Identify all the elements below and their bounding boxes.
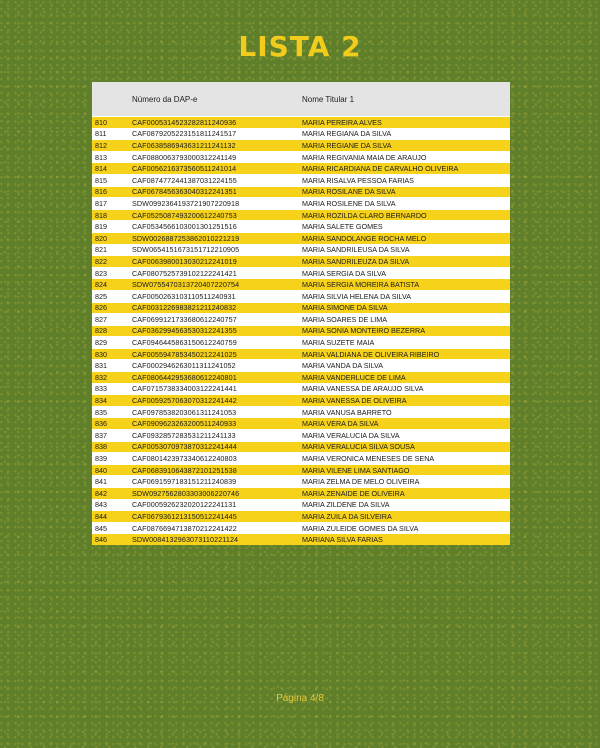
page-title: LISTA 2 (238, 30, 362, 63)
titular-name: MARIA PEREIRA ALVES (302, 117, 382, 127)
table-row (92, 510, 510, 522)
table-row (92, 151, 510, 163)
titular-name: MARIA SERGIA DA SILVA (302, 268, 387, 278)
table-row (92, 197, 510, 209)
titular-name: MARIA VERALUCIA DA SILVA (302, 430, 400, 440)
table-row (92, 406, 510, 418)
row-number: 840 (95, 465, 107, 475)
dap-number: CAF0806442953680612240801 (132, 372, 237, 382)
row-number: 817 (95, 198, 107, 208)
dap-number: CAF0715738334003122241441 (132, 384, 237, 394)
row-number: 834 (95, 396, 107, 406)
titular-name: MARIA SERGIA MOREIRA BATISTA (302, 280, 420, 290)
row-number: 843 (95, 500, 107, 510)
titular-name: MARIA VERONICA MENESES DE SENA (302, 454, 435, 464)
dap-number: SDW0654151673151712210905 (132, 245, 240, 255)
table-row (92, 186, 510, 198)
row-number: 841 (95, 477, 107, 487)
row-number: 842 (95, 488, 107, 498)
header-name: Nome Titular 1 (302, 94, 355, 104)
dap-number: CAF0807525739102122241421 (132, 268, 237, 278)
table-body (92, 116, 510, 545)
titular-name: MARIA VANESSA DE ARAUJO SILVA (302, 384, 424, 394)
row-number: 820 (95, 233, 107, 243)
titular-name: MARIA VERA DA SILVA (302, 419, 379, 429)
titular-name: MARIA VANDA DA SILVA (302, 361, 384, 371)
table-row (92, 522, 510, 534)
dap-number: CAF0909623263200511240933 (132, 419, 237, 429)
table-row (92, 441, 510, 453)
row-number: 828 (95, 326, 107, 336)
row-number: 838 (95, 442, 107, 452)
header-dap: Número da DAP-e (132, 94, 198, 104)
titular-name: MARIA VANDERLUCE DE LIMA (302, 372, 406, 382)
table-row (92, 325, 510, 337)
row-number: 813 (95, 152, 107, 162)
dap-number: SDW0927562803303006220746 (132, 488, 240, 498)
titular-name: MARIA SONIA MONTEIRO BEZERRA (302, 326, 426, 336)
dap-number: CAF0683910643872101251538 (132, 465, 237, 475)
table-row (92, 336, 510, 348)
table-row (92, 220, 510, 232)
row-number: 827 (95, 314, 107, 324)
dap-number: CAF0063980013030212241019 (132, 256, 237, 266)
dap-number: CAF0932857283531211241133 (132, 430, 236, 440)
titular-name: MARIA SANDOLANGE ROCHA MELO (302, 233, 427, 243)
dap-number: CAF0874772441387031224155 (132, 175, 237, 185)
table-row (92, 371, 510, 383)
titular-name: MARIA SILVIA HELENA DA SILVA (302, 291, 412, 301)
dap-number: CAF0525087493200612240753 (132, 210, 237, 220)
row-number: 811 (95, 129, 107, 139)
dap-number: SDW0755470313720407220754 (132, 280, 240, 290)
titular-name: MARIA RICARDIANA DE CARVALHO OLIVEIRA (302, 164, 459, 174)
row-number: 821 (95, 245, 107, 255)
row-number: 830 (95, 349, 107, 359)
table-row (92, 232, 510, 244)
row-number: 819 (95, 222, 107, 232)
row-number: 812 (95, 140, 107, 150)
table-row (92, 348, 510, 360)
titular-name: MARIANA SILVA FARIAS (302, 535, 383, 545)
row-number: 824 (95, 280, 107, 290)
table-row (92, 452, 510, 464)
titular-name: MARIA SUZETE MAIA (302, 338, 375, 348)
titular-name: MARIA RISALVA PESSOA FARIAS (302, 175, 414, 185)
dap-number: SDW0026887253862010221219 (132, 233, 240, 243)
titular-name: MARIA REGIANE DA SILVA (302, 140, 392, 150)
dap-number: CAF0053070973870312241444 (132, 442, 237, 452)
titular-name: MARIA SALETE GOMES (302, 222, 383, 232)
row-number: 815 (95, 175, 107, 185)
titular-name: MARIA SANDRILEUSA DA SILVA (302, 245, 410, 255)
titular-name: MARIA ZILDENE DA SILVA (302, 500, 390, 510)
table-row (92, 278, 510, 290)
table-row (92, 290, 510, 302)
dap-number: CAF0678456363040312241351 (132, 187, 237, 197)
table-row (92, 244, 510, 256)
table-row (92, 429, 510, 441)
table-row (92, 267, 510, 279)
dap-number: CAF0055947853450212241025 (132, 349, 237, 359)
dap-number: CAF0056216373560511241014 (132, 164, 237, 174)
dap-number: CAF0031226983821211240832 (132, 303, 237, 313)
row-number: 831 (95, 361, 107, 371)
table-row (92, 255, 510, 267)
dap-number: CAF0059257063070312241442 (132, 396, 237, 406)
row-number: 826 (95, 303, 107, 313)
titular-name: MARIA VANUSA BARRETO (302, 407, 392, 417)
titular-name: MARIA REGIVANIA MAIA DE ARAUJO (302, 152, 427, 162)
dap-number: CAF0946445863150612240759 (132, 338, 237, 348)
titular-name: MARIA ZULEIDE GOMES DA SILVA (302, 523, 419, 533)
row-number: 829 (95, 338, 107, 348)
dap-number: CAF0362994563530312241355 (132, 326, 237, 336)
row-number: 837 (95, 430, 107, 440)
dap-number: CAF0002946263011311241052 (132, 361, 236, 371)
table-row (92, 383, 510, 395)
dap-number: CAF0879205223151811241517 (132, 129, 237, 139)
row-number: 833 (95, 384, 107, 394)
titular-name: MARIA ROZILDA CLARO BERNARDO (302, 210, 427, 220)
table-row (92, 464, 510, 476)
dap-number: CAF0534566103001301251516 (132, 222, 237, 232)
titular-name: MARIA REGIANA DA SILVA (302, 129, 392, 139)
table-row (92, 302, 510, 314)
table-row (92, 116, 510, 128)
row-number: 818 (95, 210, 107, 220)
table-row (92, 313, 510, 325)
row-number: 816 (95, 187, 107, 197)
titular-name: MARIA VALDIANA DE OLIVEIRA RIBEIRO (302, 349, 440, 359)
row-number: 810 (95, 117, 107, 127)
titular-name: MARIA ZUILA DA SILVEIRA (302, 511, 392, 521)
dap-number: CAF0691597183151211240839 (132, 477, 237, 487)
dap-table (92, 82, 510, 545)
table-row (92, 475, 510, 487)
titular-name: MARIA SOARES DE LIMA (302, 314, 388, 324)
titular-name: MARIA SIMONE DA SILVA (302, 303, 388, 313)
table-row (92, 533, 510, 545)
dap-number: CAF0978538203061311241053 (132, 407, 237, 417)
dap-number: CAF0679361213150512241445 (132, 511, 237, 521)
dap-number: CAF0876694713870212241422 (132, 523, 237, 533)
dap-number: SDW0992364193721907220918 (132, 198, 240, 208)
table-row (92, 487, 510, 499)
row-number: 835 (95, 407, 107, 417)
dap-number: CAF0880063793000312241149 (132, 152, 237, 162)
dap-number: SDW0084132963073110221124 (132, 535, 239, 545)
titular-name: MARIA ROSILENE DA SILVA (302, 198, 396, 208)
row-number: 825 (95, 291, 107, 301)
titular-name: MARIA ZENAIDE DE OLIVEIRA (302, 488, 405, 498)
titular-name: MARIA VILENE LIMA SANTIAGO (302, 465, 410, 475)
table-row (92, 499, 510, 511)
table-row (92, 162, 510, 174)
table-row (92, 139, 510, 151)
row-number: 839 (95, 454, 107, 464)
titular-name: MARIA ROSILANE DA SILVA (302, 187, 396, 197)
row-number: 845 (95, 523, 107, 533)
row-number: 814 (95, 164, 107, 174)
dap-number: CAF0005314523282811240936 (132, 117, 237, 127)
dap-number: CAF0638586943631211241132 (132, 140, 236, 150)
dap-number: CAF0005926232020122241131 (132, 500, 237, 510)
row-number: 844 (95, 511, 107, 521)
table-row (92, 209, 510, 221)
dap-number: CAF0801423973340612240803 (132, 454, 237, 464)
table-row (92, 174, 510, 186)
dap-number: CAF0050263103110511240931 (132, 291, 236, 301)
row-number: 822 (95, 256, 107, 266)
table-row (92, 417, 510, 429)
titular-name: MARIA ZELMA DE MELO OLIVEIRA (302, 477, 420, 487)
row-number: 823 (95, 268, 107, 278)
titular-name: MARIA VERALUCIA SILVA SOUSA (302, 442, 415, 452)
table-row (92, 128, 510, 140)
page-number: Página 4/8 (276, 693, 324, 704)
table-header (92, 82, 510, 116)
row-number: 832 (95, 372, 107, 382)
dap-number: CAF0699121733680612240757 (132, 314, 237, 324)
titular-name: MARIA SANDRILEUZA DA SILVA (302, 256, 410, 266)
table-row (92, 359, 510, 371)
table-row (92, 394, 510, 406)
row-number: 846 (95, 535, 107, 545)
row-number: 836 (95, 419, 107, 429)
titular-name: MARIA VANESSA DE OLIVEIRA (302, 396, 407, 406)
